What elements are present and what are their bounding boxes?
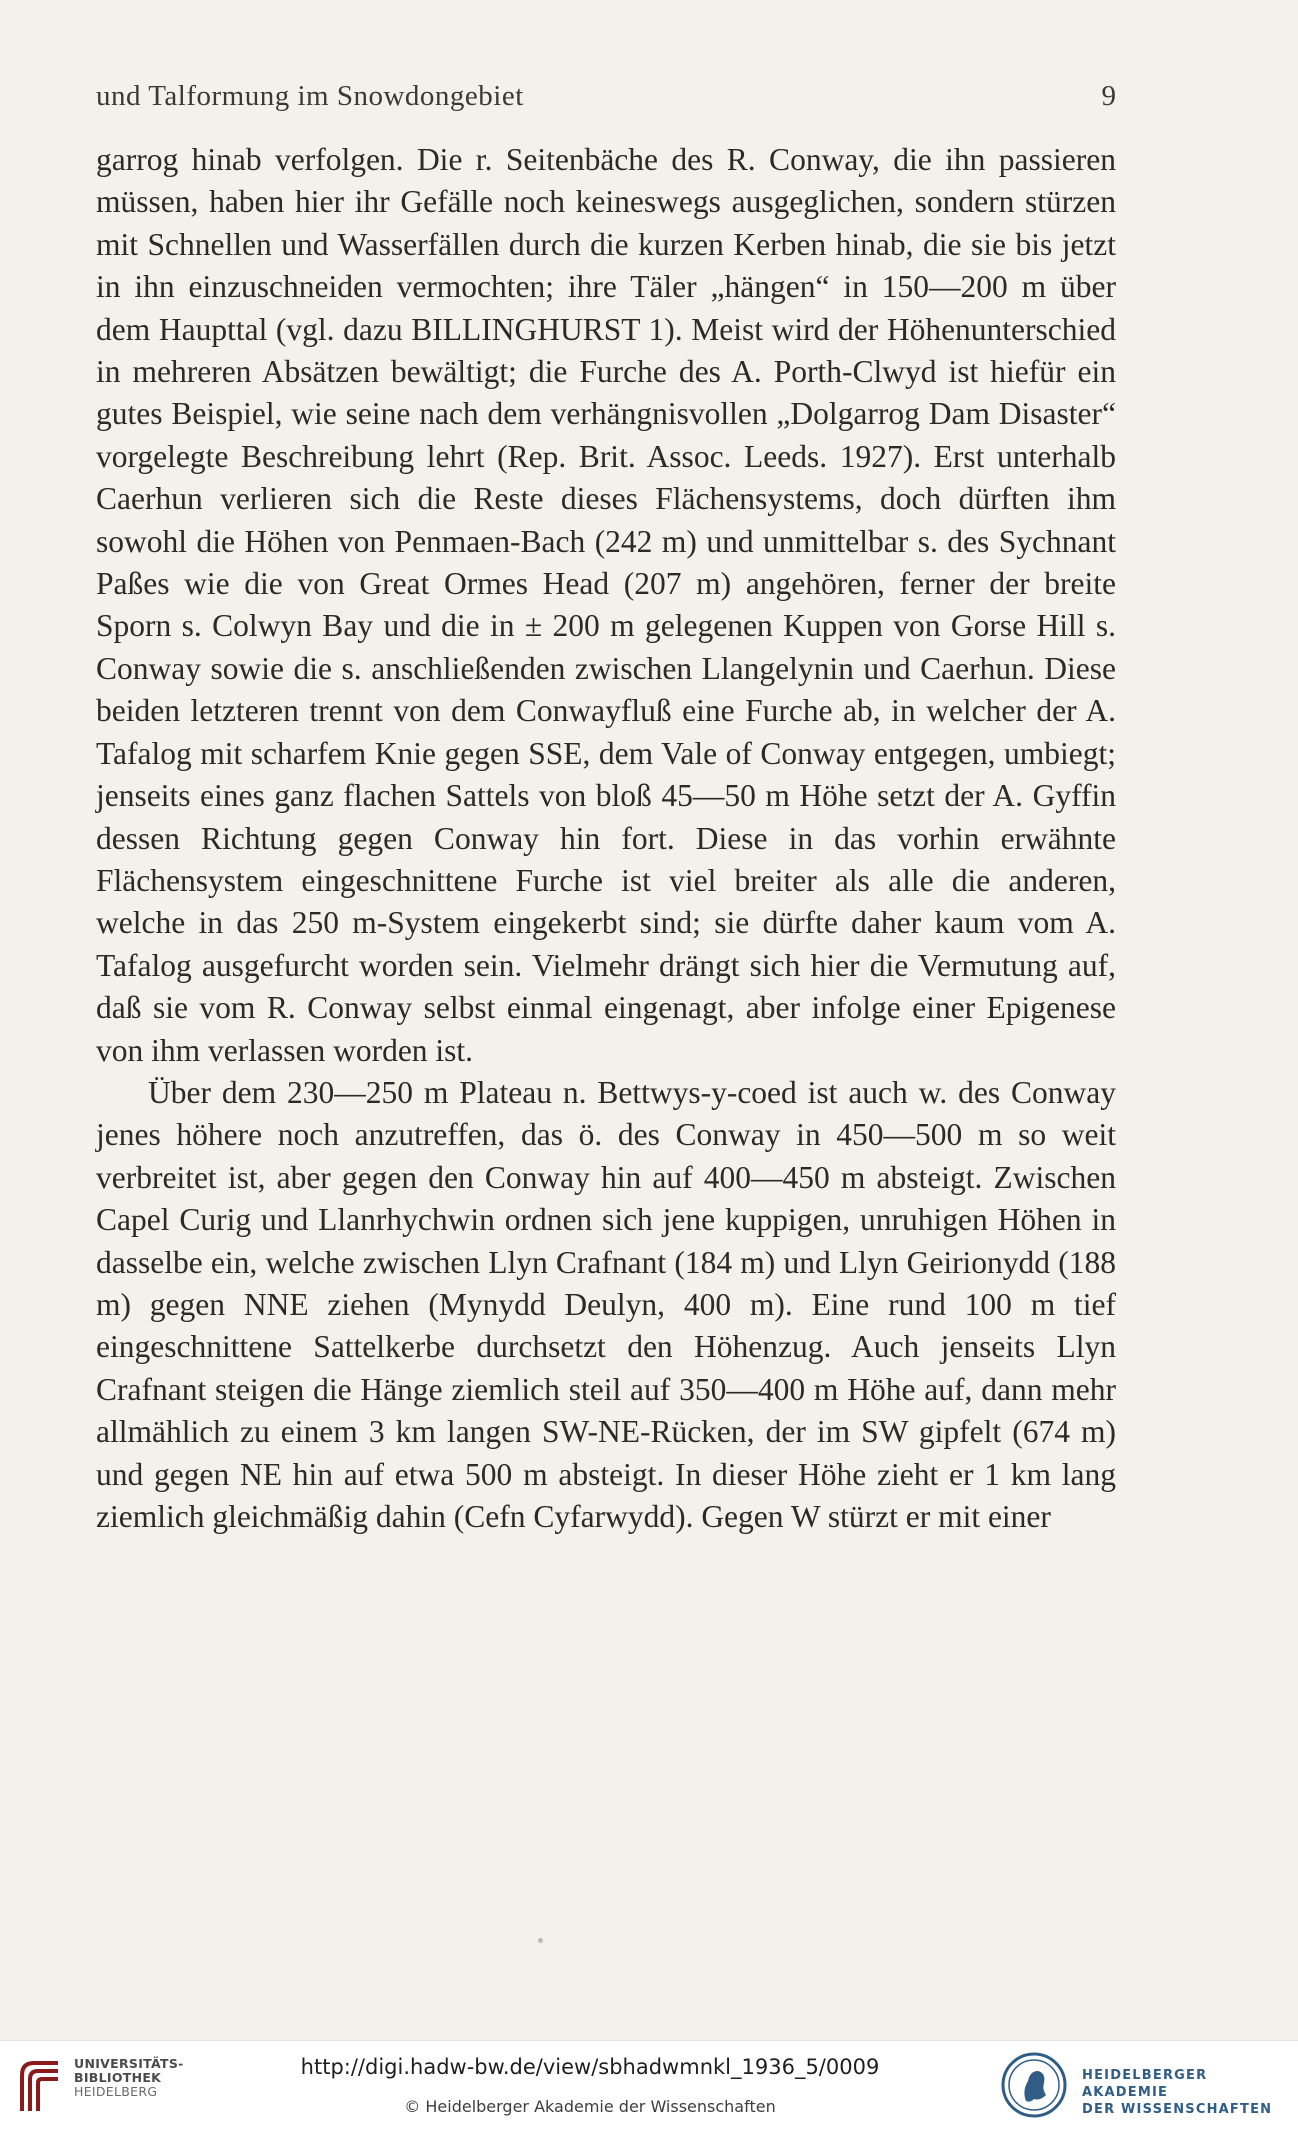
paragraph: garrog hinab verfolgen. Die r. Seitenbäche des R. Conway, die ihn passieren müssen, haben hier ihr Gefälle noch keineswegs ausgeglichen, sondern stürzen mit Schnellen und Wasserfällen durch die kurzen Kerben hinab, die sie bis jetzt in ihn einzuschneiden vermochten; ihre Täler „hängen“ in 150—200 m über dem Haupttal (vgl. dazu BILLINGHURST 1). Meist wird der Höhenunterschied in mehreren Absätzen bewältigt; die Furche des A. Porth-Clwyd ist hiefür ein gutes Beispiel, wie seine nach dem verhängnisvollen „Dolgarrog Dam Disaster“ vorgelegte Beschreibung lehrt (Rep. Brit. Assoc. Leeds. 1927). Erst unterhalb Caerhun verlieren sich die Reste dieses Flächensystems, doch dürften ihm sowohl die Höhen von Penmaen-Bach (242 m) und unmittelbar s. des Sychnant Paßes wie die von Great Ormes Head (207 m) angehören, ferner der breite Sporn s. Colwyn Bay und die in ± 200 m gelegenen Kuppen von Gorse Hill s. Conway sowie die s. anschließenden zwischen Llangelynin und Caerhun. Diese beiden letzteren trennt von dem Conwayfluß eine Furche ab, in welcher der A. Tafalog mit scharfem Knie gegen SSE, dem Vale of Conway entgegen, umbiegt; jenseits eines ganz flachen Sattels von bloß 45—50 m Höhe setzt der A. Gyffin dessen Richtung gegen Conway hin fort. Diese in das vorhin erwähnte Flächensystem eingeschnittene Furche ist viel breiter als alle die anderen, welche in das 250 m-System eingekerbt sind; sie dürfte daher kaum vom A. Tafalog ausgefurcht worden sein. Vielmehr drängt sich hier die Vermutung auf, daß sie vom R. Conway selbst einmal eingenagt, aber infolge einer Epigenese von ihm verlassen worden ist. — [96, 142, 1116, 1068]
page-header — [96, 80, 1116, 120]
academy-name-line: DER WISSENSCHAFTEN — [1082, 2102, 1273, 2117]
scan-speck — [538, 1938, 543, 1943]
library-name-line: UNIVERSITÄTS- — [74, 2056, 184, 2071]
page-number: 9 — [1101, 80, 1116, 112]
viewer-footer — [0, 2040, 1298, 2129]
copyright-notice: © Heidelberger Akademie der Wissenschaften — [404, 2097, 776, 2116]
library-name-line: BIBLIOTHEK — [74, 2070, 162, 2085]
university-library-name — [74, 2057, 184, 2099]
running-title: und Talformung im Snowdongebiet — [96, 80, 524, 112]
university-library-logo-icon — [12, 2053, 68, 2117]
body-text — [96, 139, 1116, 1538]
library-name-line: HEIDELBERG — [74, 2084, 158, 2099]
academy-name-line: HEIDELBERGER AKADEMIE — [1082, 2068, 1208, 2100]
academy-seal-icon — [1000, 2051, 1068, 2119]
paragraph: Über dem 230—250 m Plateau n. Bettwys-y-coed ist auch w. des Conway jenes höhere noch anzutreffen, das ö. des Conway in 450—500 m so weit verbreitet ist, aber gegen den Conway hin auf 400—450 m absteigt. Zwischen Capel Curig und Llanrhychwin ordnen sich jene kuppigen, unruhigen Höhen in dasselbe ein, welche zwischen Llyn Crafnant (184 m) und Llyn Geirionydd (188 m) gegen NNE ziehen (Mynydd Deulyn, 400 m). Eine rund 100 m tief eingeschnittene Sattelkerbe durchsetzt den Höhenzug. Auch jenseits Llyn Crafnant steigen die Hänge ziemlich steil auf 350—400 m Höhe auf, dann mehr allmählich zu einem 3 km langen SW-NE-Rücken, der im SW gipfelt (674 m) und gegen NE hin auf etwa 500 m absteigt. In dieser Höhe zieht er 1 km lang ziemlich gleichmäßig dahin (Cefn Cyfarwydd). Gegen W stürzt er mit einer — [96, 1074, 1116, 1534]
academy-name — [1082, 2067, 1298, 2118]
permalink-url[interactable]: http://digi.hadw-bw.de/view/sbhadwmnkl_1936_5/0009 — [300, 2055, 880, 2079]
